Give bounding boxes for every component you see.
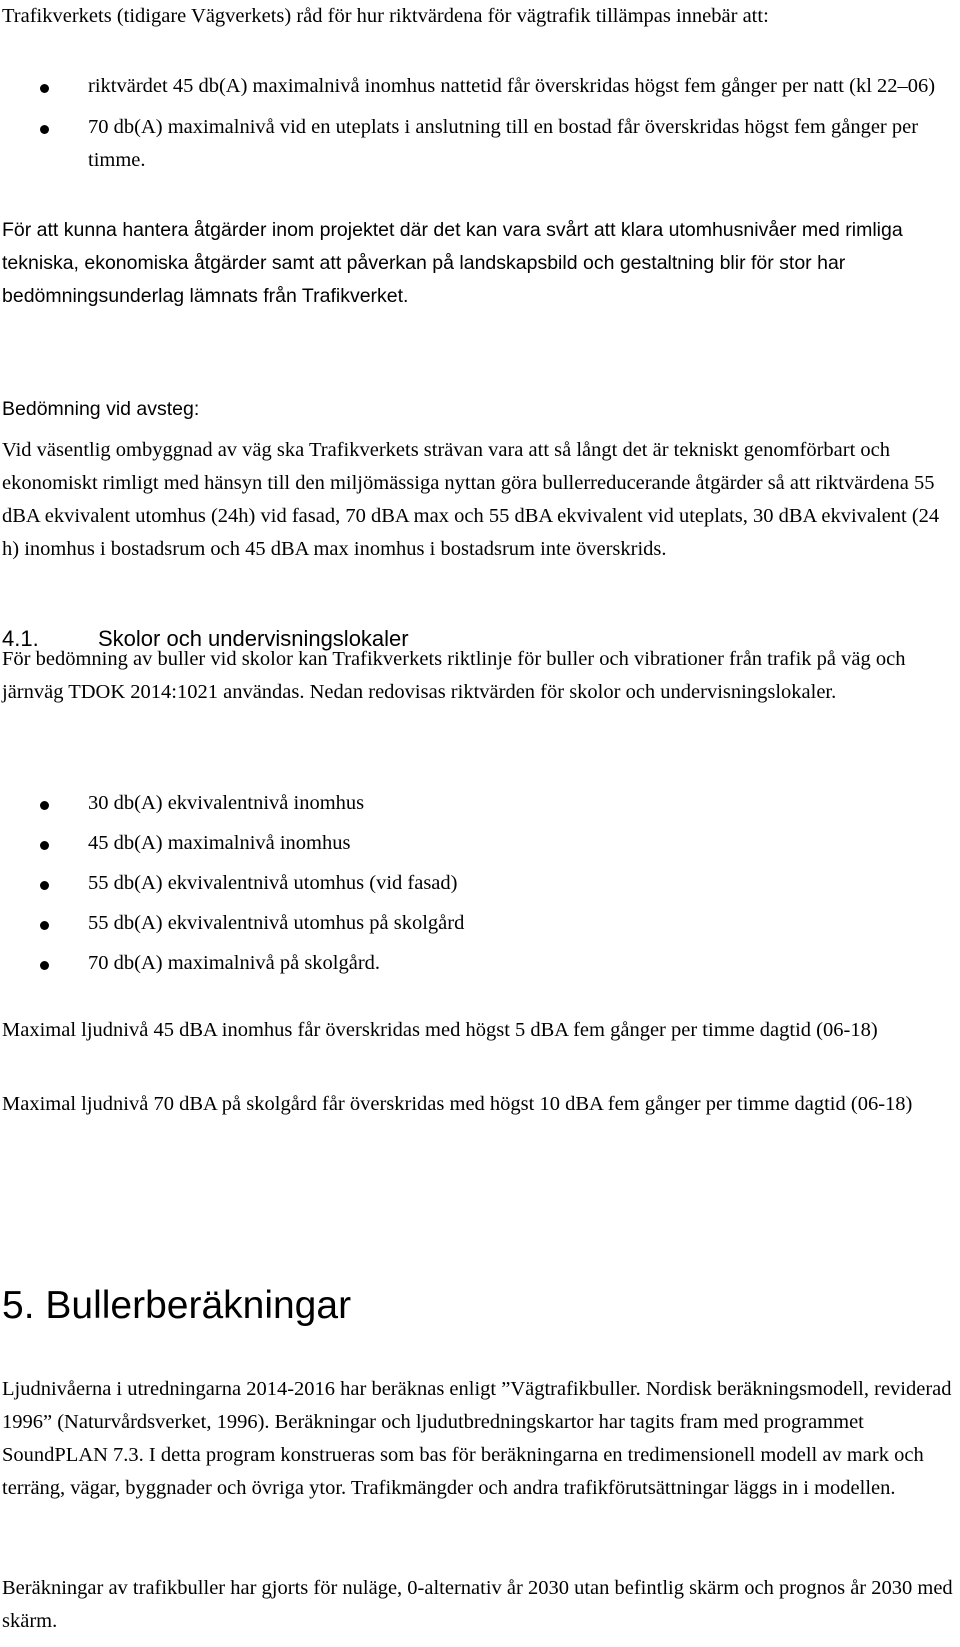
bullet-icon (40, 841, 49, 850)
bullet-icon (40, 125, 49, 134)
calculations-paragraph: Beräkningar av trafikbuller har gjorts för nuläge, 0-alternativ år 2030 utan befintlig skärm och prognos år 2030 med skärm. (2, 1577, 953, 1632)
list-item: 45 db(A) maximalnivå inomhus (0, 824, 960, 863)
bullet-icon (40, 961, 49, 970)
list-item: riktvärdet 45 db(A) maximalnivå inomhus nattetid får överskridas högst fem gånger per natt (kl 22–06) (0, 70, 960, 103)
list-item: 70 db(A) maximalnivå vid en uteplats i anslutning till en bostad får överskridas högst fem gånger per timme. (0, 111, 960, 177)
bullet-icon (40, 84, 49, 93)
section-heading-5 (2, 1282, 351, 1330)
max-indoor-paragraph: Maximal ljudnivå 45 dBA inomhus får överskridas med högst 5 dBA fem gånger per timme dagtid (06-18) (2, 1019, 878, 1041)
bullet-icon (40, 881, 49, 890)
deviation-paragraph: Vid väsentlig ombyggnad av väg ska Trafikverkets strävan vara att så långt det är tekniskt genomförbart och ekonomiskt rimligt med hänsyn till den miljömässiga nyttan göra bullerreducerande åtgärder så att riktvärdena 55 dBA ekvivalent utomhus (24h) vid fasad, 70 dBA max och 55 dBA ekvivalent vid uteplats, 30 dBA ekvivalent (24 h) inomhus i bostadsrum och 45 dBA max inomhus i bostadsrum inte överskrids. (2, 439, 940, 560)
school-values-list (0, 784, 960, 983)
bullet-icon (40, 801, 49, 810)
max-schoolyard-paragraph: Maximal ljudnivå 70 dBA på skolgård får överskridas med högst 10 dBA fem gånger per timme dagtid (06-18) (2, 1093, 913, 1115)
list-item: 55 db(A) ekvivalentnivå utomhus (vid fasad) (0, 864, 960, 903)
list-item: 30 db(A) ekvivalentnivå inomhus (0, 784, 960, 823)
bullet-icon (40, 921, 49, 930)
list-item: 70 db(A) maximalnivå på skolgård. (0, 944, 960, 983)
intro-paragraph: Trafikverkets (tidigare Vägverkets) råd för hur riktvärdena för vägtrafik tillämpas innebär att: (2, 5, 769, 27)
section-title: Bullerberäkningar (45, 1284, 352, 1327)
noise-levels-paragraph: Ljudnivåerna i utredningarna 2014-2016 har beräknas enligt ”Vägtrafikbuller. Nordisk beräkningsmodell, reviderad 1996” (Naturvårdsverket, 1996). Beräkningar och ljudutbredningskartor har tagits fram med programmet SoundPLAN 7.3. I detta program konstrueras som bas för beräkningarna en tredimensionell modell av mark och terräng, vägar, byggnader och övriga ytor. Trafikmängder och andra trafikförutsättningar läggs in i modellen. (2, 1378, 952, 1499)
schools-paragraph: För bedömning av buller vid skolor kan Trafikverkets riktlinje för buller och vibrationer från trafik på väg och järnväg TDOK 2014:1021 användas. Nedan redovisas riktvärden för skolor och undervisningslokaler. (2, 648, 906, 703)
measures-paragraph: För att kunna hantera åtgärder inom projektet där det kan vara svårt att klara utomhusnivåer med rimliga tekniska, ekonomiska åtgärder samt att påverkan på landskapsbild och gestaltning blir för stor har bedömningsunderlag lämnats från Trafikverket. (2, 219, 903, 307)
section-title: Skolor och undervisningslokaler (98, 626, 409, 651)
deviation-label: Bedömning vid avsteg: (2, 398, 200, 420)
night-rules-list (0, 70, 960, 177)
section-number: 4.1. (2, 626, 39, 651)
section-number: 5. (2, 1284, 35, 1327)
list-item: 55 db(A) ekvivalentnivå utomhus på skolgård (0, 904, 960, 943)
